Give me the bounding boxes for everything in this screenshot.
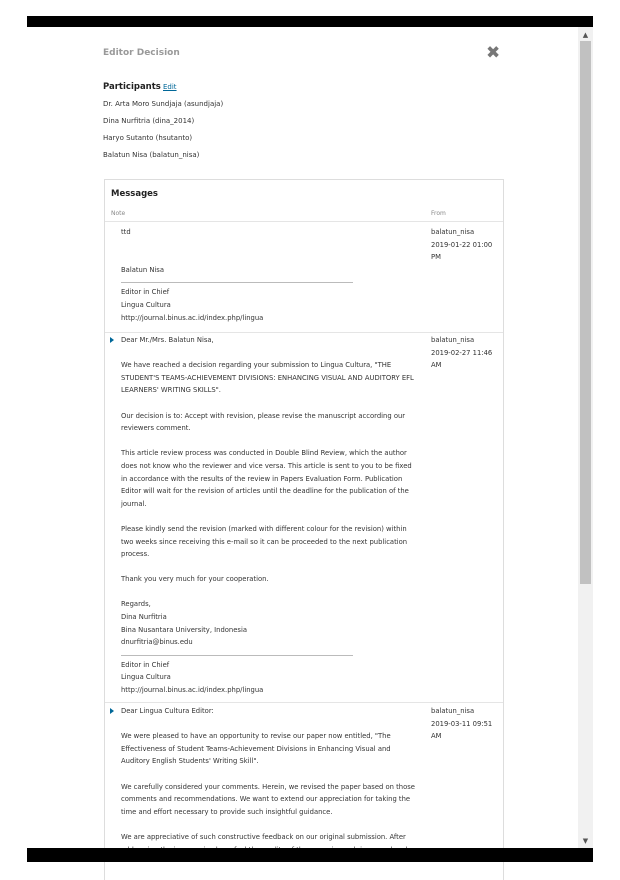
close-icon[interactable]: ✖ (486, 43, 501, 63)
signature-divider (121, 282, 353, 283)
expand-message-icon[interactable] (110, 337, 114, 343)
participants-edit-link[interactable]: Edit (163, 83, 177, 91)
expand-message-icon[interactable] (110, 708, 114, 714)
message-paragraph: Thank you very much for your cooperation. (121, 575, 269, 584)
editor-decision-modal (27, 27, 593, 848)
signature-line: dnurfitria@binus.edu (121, 638, 193, 647)
signature-line: Bina Nusantara University, Indonesia (121, 625, 248, 634)
message-blank-line (121, 251, 416, 264)
modal-title: Editor Decision (103, 48, 180, 58)
message-paragraph: Dear Lingua Cultura Editor: (121, 707, 214, 715)
message-paragraph: We have reached a decision regarding your submission to Lingua Cultura, "THE STUDENT'S TEAMS-ACHIEVEMENT DIVISIONS: ENHANCING VISUAL AND AUDITORY EFL LEARNERS' WRITING SKILLS". (121, 361, 414, 395)
messages-panel (104, 179, 504, 880)
scroll-up-arrow-icon[interactable]: ▲ (582, 31, 589, 39)
top-black-bar (27, 16, 593, 27)
message-paragraph: We carefully considered your comments. Herein, we revised the paper based on those comments and recommendations. We want to extend our appreciation for taking the time and effort necessary to provide such insightful guidance. (121, 782, 415, 816)
signature-divider (121, 655, 353, 656)
message-blank-line (121, 239, 416, 252)
participant-item: Dr. Arta Moro Sundjaja (asundjaja) (103, 100, 224, 108)
message-from-user: balatun_nisa (431, 228, 475, 236)
participant-item: Haryo Sutanto (hsutanto) (103, 134, 193, 142)
message-paragraph: This article review process was conducted in Double Blind Review, which the author does not know who the reviewer and vice versa. This article is sent to you to be fixed in accordance with the results of the review in Papers Evaluation Form. Publication Editor will wait for the revision of articles until the deadline for the publication of the journal. (121, 449, 412, 508)
row-divider (105, 332, 503, 333)
scrollbar-thumb[interactable] (580, 41, 591, 584)
messages-title: Messages (111, 189, 158, 199)
column-header-note: Note (111, 210, 126, 217)
message-from-user: balatun_nisa (431, 336, 475, 344)
column-header-from: From (431, 210, 446, 217)
message-date: 2019-02-27 11:46 AM (431, 348, 493, 370)
participants-heading: Participants (103, 82, 161, 92)
message-from (431, 705, 501, 743)
row-divider (105, 221, 503, 222)
signature-line: Regards, (121, 600, 151, 609)
scroll-down-arrow-icon[interactable]: ▼ (582, 837, 589, 845)
message-paragraph: Dear Mr./Mrs. Balatun Nisa, (121, 336, 214, 344)
message-paragraph: Please kindly send the revision (marked with different colour for the revision) within two weeks since receiving this e-mail so it can be proceeded to the next publication process. (121, 524, 408, 559)
message-note (121, 226, 416, 324)
message-line: ttd (121, 228, 131, 236)
message-paragraph: Our decision is to: Accept with revision, please revise the manuscript according our reviewers comment. (121, 411, 406, 433)
message-line: Editor in Chief (121, 660, 170, 669)
message-line: Balatun Nisa (121, 265, 165, 274)
message-line: Lingua Cultura (121, 300, 171, 309)
signature-line: Dina Nurfitria (121, 613, 167, 622)
message-line: Editor in Chief (121, 288, 170, 297)
message-from-user: balatun_nisa (431, 707, 475, 715)
message-date: 2019-03-11 09:51 AM (431, 719, 493, 741)
message-from (431, 334, 501, 372)
message-line: http://journal.binus.ac.id/index.php/lingua (121, 313, 264, 322)
participant-item: Dina Nurfitria (dina_2014) (103, 117, 195, 125)
message-paragraph: We were pleased to have an opportunity to revise our paper now entitled, "The Effectiveness of Student Teams-Achievement Divisions in Enhancing Visual and Auditory English Students' Writing Skill". (121, 732, 391, 766)
message-line: Lingua Cultura (121, 673, 171, 682)
bottom-black-bar (27, 848, 593, 862)
row-divider (105, 702, 503, 703)
participant-item: Balatun Nisa (balatun_nisa) (103, 151, 200, 159)
message-paragraph: We are appreciative of such constructive feedback on our original submission. After (121, 832, 406, 841)
message-note (121, 705, 416, 869)
message-from (431, 226, 501, 264)
message-note (121, 334, 416, 697)
message-line: http://journal.binus.ac.id/index.php/lingua (121, 686, 264, 695)
message-date: 2019-01-22 01:00 PM (431, 240, 493, 262)
